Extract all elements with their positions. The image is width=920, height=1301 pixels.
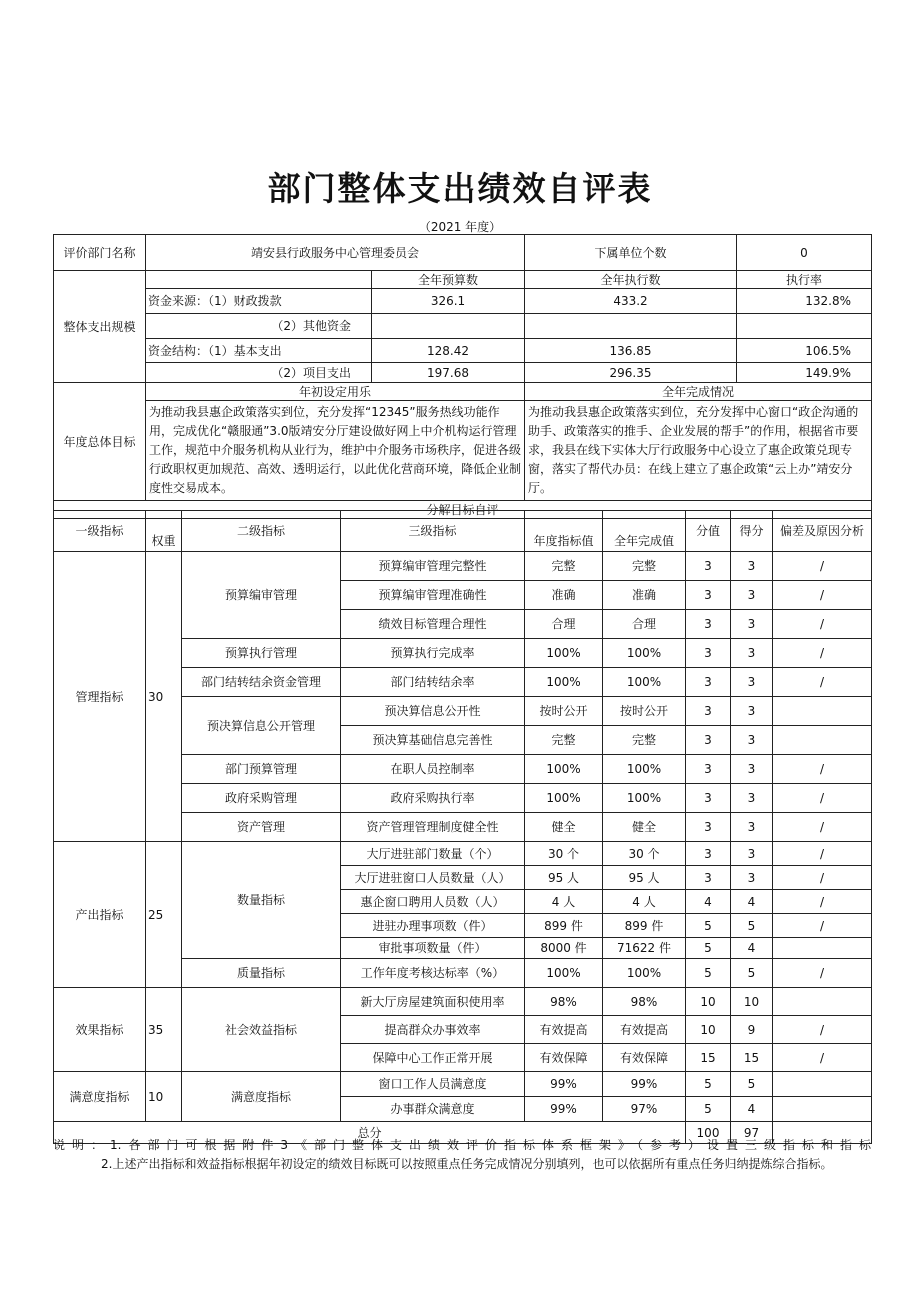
got-cell: 3 [731, 668, 773, 697]
target-cell: 100% [525, 668, 603, 697]
decomp-title: 分解目标自评 [54, 501, 872, 519]
level2-cell: 政府采购管理 [182, 784, 341, 813]
got-cell: 3 [731, 813, 773, 842]
scale-row-label: 资金来源：（1）财政拨款 [146, 289, 372, 314]
goals-initial-header: 年初设定用乐 [146, 383, 525, 401]
scale-executed: 136.85 [525, 339, 737, 363]
deviation-cell [773, 697, 872, 726]
target-cell: 100% [525, 784, 603, 813]
target-cell: 完整 [525, 726, 603, 755]
target-cell: 合理 [525, 610, 603, 639]
level3-cell: 预算编审管理完整性 [341, 552, 525, 581]
actual-cell: 100% [603, 755, 686, 784]
deviation-cell: / [773, 842, 872, 866]
deviation-cell: / [773, 866, 872, 890]
actual-cell: 有效提高 [603, 1016, 686, 1044]
got-cell: 3 [731, 552, 773, 581]
actual-cell: 完整 [603, 552, 686, 581]
level3-cell: 大厅进驻部门数量（个） [341, 842, 525, 866]
weight-cell: 35 [146, 988, 182, 1072]
table-row [54, 842, 872, 866]
dept-label: 评价部门名称 [54, 235, 146, 271]
got-cell: 5 [731, 959, 773, 988]
deviation-cell: / [773, 813, 872, 842]
actual-cell: 准确 [603, 581, 686, 610]
scale-rate [737, 314, 872, 339]
page-title: 部门整体支出绩效自评表 [267, 169, 653, 208]
scale-budget [372, 314, 525, 339]
got-cell: 3 [731, 697, 773, 726]
target-cell: 30 个 [525, 842, 603, 866]
goals-complete-header: 全年完成情况 [525, 383, 872, 401]
score-cell: 3 [686, 866, 731, 890]
actual-cell: 95 人 [603, 866, 686, 890]
level1-cell: 满意度指标 [54, 1072, 146, 1122]
deviation-cell [773, 938, 872, 959]
deviation-cell: / [773, 1044, 872, 1072]
header-actual: 全年完成值 [603, 511, 686, 552]
got-cell: 5 [731, 914, 773, 938]
header-score: 分值 [686, 511, 731, 552]
level3-cell: 在职人员控制率 [341, 755, 525, 784]
level3-cell: 提高群众办事效率 [341, 1016, 525, 1044]
goals-label: 年度总体目标 [54, 383, 146, 501]
actual-cell: 99% [603, 1072, 686, 1097]
dept-value: 靖安县行政服务中心管理委员会 [146, 235, 525, 271]
scale-executed [525, 314, 737, 339]
got-cell: 3 [731, 610, 773, 639]
actual-cell: 98% [603, 988, 686, 1016]
level2-cell: 预算编审管理 [182, 552, 341, 639]
level3-cell: 工作年度考核达标率（%） [341, 959, 525, 988]
score-cell: 3 [686, 755, 731, 784]
scale-label: 整体支出规模 [54, 271, 146, 383]
header-level1: 一级指标 [54, 511, 146, 552]
actual-cell: 71622 件 [603, 938, 686, 959]
level3-cell: 大厅进驻窗口人员数量（人） [341, 866, 525, 890]
weight-cell: 25 [146, 842, 182, 988]
deviation-cell: / [773, 668, 872, 697]
level3-cell: 部门结转结余率 [341, 668, 525, 697]
col-rate: 执行率 [737, 271, 872, 289]
level2-cell: 预决算信息公开管理 [182, 697, 341, 755]
header-deviation: 偏差及原因分析 [773, 511, 872, 552]
table-row [54, 1072, 872, 1097]
got-cell: 3 [731, 842, 773, 866]
level2-cell: 数量指标 [182, 842, 341, 959]
notes [53, 1136, 871, 1174]
level3-cell: 政府采购执行率 [341, 784, 525, 813]
score-cell: 15 [686, 1044, 731, 1072]
goals-complete-text: 为推动我县惠企政策落实到位，充分发挥中心窗口“政企沟通的助手、政策落实的推手、企业发展的帮手”的作用，根据省市要求，我县在线下实体大厅行政服务中心设立了惠企政策兑现专窗，落实了帮代办员：在线上建立了惠企政策“云上办”靖安分厅。 [525, 401, 872, 501]
target-cell: 100% [525, 639, 603, 668]
target-cell: 99% [525, 1097, 603, 1122]
target-cell: 100% [525, 959, 603, 988]
table-row [54, 552, 872, 581]
got-cell: 3 [731, 866, 773, 890]
score-cell: 3 [686, 726, 731, 755]
level3-cell: 预算执行完成率 [341, 639, 525, 668]
got-cell: 3 [731, 581, 773, 610]
score-cell: 10 [686, 988, 731, 1016]
score-cell: 3 [686, 668, 731, 697]
scale-row-label: 资金结构：（1）基本支出 [146, 339, 372, 363]
summary-table [53, 234, 872, 519]
level1-cell: 管理指标 [54, 552, 146, 842]
level3-cell: 窗口工作人员满意度 [341, 1072, 525, 1097]
got-cell: 4 [731, 890, 773, 914]
level1-cell: 效果指标 [54, 988, 146, 1072]
level3-cell: 预算编审管理准确性 [341, 581, 525, 610]
actual-cell: 30 个 [603, 842, 686, 866]
total-got: 97 [731, 1122, 773, 1144]
level3-cell: 新大厅房屋建筑面积使用率 [341, 988, 525, 1016]
deviation-cell: / [773, 784, 872, 813]
score-cell: 3 [686, 813, 731, 842]
weight-cell: 30 [146, 552, 182, 842]
col-executed: 全年执行数 [525, 271, 737, 289]
deviation-cell: / [773, 639, 872, 668]
level3-cell: 预决算基础信息完善性 [341, 726, 525, 755]
level3-cell: 保障中心工作正常开展 [341, 1044, 525, 1072]
actual-cell: 合理 [603, 610, 686, 639]
header-weight: 权重 [146, 511, 182, 552]
actual-cell: 健全 [603, 813, 686, 842]
level2-cell: 部门预算管理 [182, 755, 341, 784]
target-cell: 准确 [525, 581, 603, 610]
score-cell: 3 [686, 639, 731, 668]
actual-cell: 100% [603, 784, 686, 813]
actual-cell: 100% [603, 639, 686, 668]
score-cell: 3 [686, 784, 731, 813]
note-line-1: 说明：1.各部门可根据附件3《部门整体支出绩效评价指标体系框架》（参考）设置三级指标和指标 [53, 1138, 871, 1152]
score-cell: 3 [686, 610, 731, 639]
scale-row-label: （2）项目支出 [146, 363, 372, 383]
deviation-cell [773, 1072, 872, 1097]
target-cell: 按时公开 [525, 697, 603, 726]
actual-cell: 有效保障 [603, 1044, 686, 1072]
table-row [54, 988, 872, 1016]
deviation-cell: / [773, 959, 872, 988]
level3-cell: 审批事项数量（件） [341, 938, 525, 959]
score-cell: 5 [686, 959, 731, 988]
target-cell: 完整 [525, 552, 603, 581]
got-cell: 3 [731, 726, 773, 755]
got-cell: 4 [731, 938, 773, 959]
level2-cell: 质量指标 [182, 959, 341, 988]
got-cell: 4 [731, 1097, 773, 1122]
deviation-cell [773, 988, 872, 1016]
actual-cell: 4 人 [603, 890, 686, 914]
deviation-cell: / [773, 1016, 872, 1044]
level3-cell: 绩效目标管理合理性 [341, 610, 525, 639]
actual-cell: 100% [603, 959, 686, 988]
scale-executed: 296.35 [525, 363, 737, 383]
weight-cell: 10 [146, 1072, 182, 1122]
target-cell: 8000 件 [525, 938, 603, 959]
note-line-2: 2.上述产出指标和效益指标根据年初设定的绩效目标既可以按照重点任务完成情况分别填列，也可以依据所有重点任务归纳提炼综合指标。 [101, 1157, 833, 1171]
indicator-table [53, 510, 872, 1144]
year-label: （2021 年度） [418, 220, 502, 234]
score-cell: 5 [686, 938, 731, 959]
level2-cell: 满意度指标 [182, 1072, 341, 1122]
scale-rate: 132.8% [737, 289, 872, 314]
deviation-cell: / [773, 610, 872, 639]
target-cell: 健全 [525, 813, 603, 842]
got-cell: 3 [731, 639, 773, 668]
level3-cell: 惠企窗口聘用人员数（人） [341, 890, 525, 914]
total-label: 总分 [54, 1122, 686, 1144]
col-budget: 全年预算数 [372, 271, 525, 289]
actual-cell: 按时公开 [603, 697, 686, 726]
actual-cell: 完整 [603, 726, 686, 755]
level2-cell: 资产管理 [182, 813, 341, 842]
total-score: 100 [686, 1122, 731, 1144]
deviation-cell [773, 1097, 872, 1122]
goals-initial-text: 为推动我县惠企政策落实到位，充分发挥“12345”服务热线功能作用，完成优化“赣服通”3.0版靖安分厅建设做好网上中介机构运行管理工作，规范中介服务机构从业行为，维护中介服务市场秩序，促进各级行政职权更加规范、高效、透明运行，以此优化营商环境，降低企业制度性交易成本。 [146, 401, 525, 501]
level3-cell: 进驻办理事项数（件） [341, 914, 525, 938]
deviation-cell: / [773, 890, 872, 914]
got-cell: 3 [731, 784, 773, 813]
score-cell: 10 [686, 1016, 731, 1044]
got-cell: 5 [731, 1072, 773, 1097]
sub-units-label: 下属单位个数 [525, 235, 737, 271]
scale-budget: 197.68 [372, 363, 525, 383]
scale-row-label: （2）其他资金 [146, 314, 372, 339]
level2-cell: 社会效益指标 [182, 988, 341, 1072]
target-cell: 95 人 [525, 866, 603, 890]
scale-budget: 326.1 [372, 289, 525, 314]
level3-cell: 预决算信息公开性 [341, 697, 525, 726]
got-cell: 15 [731, 1044, 773, 1072]
got-cell: 3 [731, 755, 773, 784]
score-cell: 5 [686, 914, 731, 938]
level3-cell: 资产管理管理制度健全性 [341, 813, 525, 842]
deviation-cell: / [773, 581, 872, 610]
score-cell: 3 [686, 842, 731, 866]
target-cell: 4 人 [525, 890, 603, 914]
target-cell: 有效保障 [525, 1044, 603, 1072]
level2-cell: 部门结转结余资金管理 [182, 668, 341, 697]
scale-budget: 128.42 [372, 339, 525, 363]
got-cell: 9 [731, 1016, 773, 1044]
header-level2: 二级指标 [182, 511, 341, 552]
actual-cell: 97% [603, 1097, 686, 1122]
deviation-cell: / [773, 552, 872, 581]
target-cell: 99% [525, 1072, 603, 1097]
deviation-cell: / [773, 755, 872, 784]
score-cell: 3 [686, 581, 731, 610]
score-cell: 5 [686, 1097, 731, 1122]
score-cell: 3 [686, 552, 731, 581]
target-cell: 100% [525, 755, 603, 784]
actual-cell: 100% [603, 668, 686, 697]
deviation-cell [773, 726, 872, 755]
score-cell: 5 [686, 1072, 731, 1097]
scale-executed: 433.2 [525, 289, 737, 314]
level2-cell: 预算执行管理 [182, 639, 341, 668]
score-cell: 4 [686, 890, 731, 914]
level1-cell: 产出指标 [54, 842, 146, 988]
sub-units-value: 0 [737, 235, 872, 271]
header-target: 年度指标值 [525, 511, 603, 552]
header-level3: 三级指标 [341, 511, 525, 552]
level3-cell: 办事群众满意度 [341, 1097, 525, 1122]
target-cell: 有效提高 [525, 1016, 603, 1044]
got-cell: 10 [731, 988, 773, 1016]
scale-rate: 149.9% [737, 363, 872, 383]
header-got: 得分 [731, 511, 773, 552]
score-cell: 3 [686, 697, 731, 726]
actual-cell: 899 件 [603, 914, 686, 938]
deviation-cell: / [773, 914, 872, 938]
target-cell: 899 件 [525, 914, 603, 938]
scale-rate: 106.5% [737, 339, 872, 363]
target-cell: 98% [525, 988, 603, 1016]
